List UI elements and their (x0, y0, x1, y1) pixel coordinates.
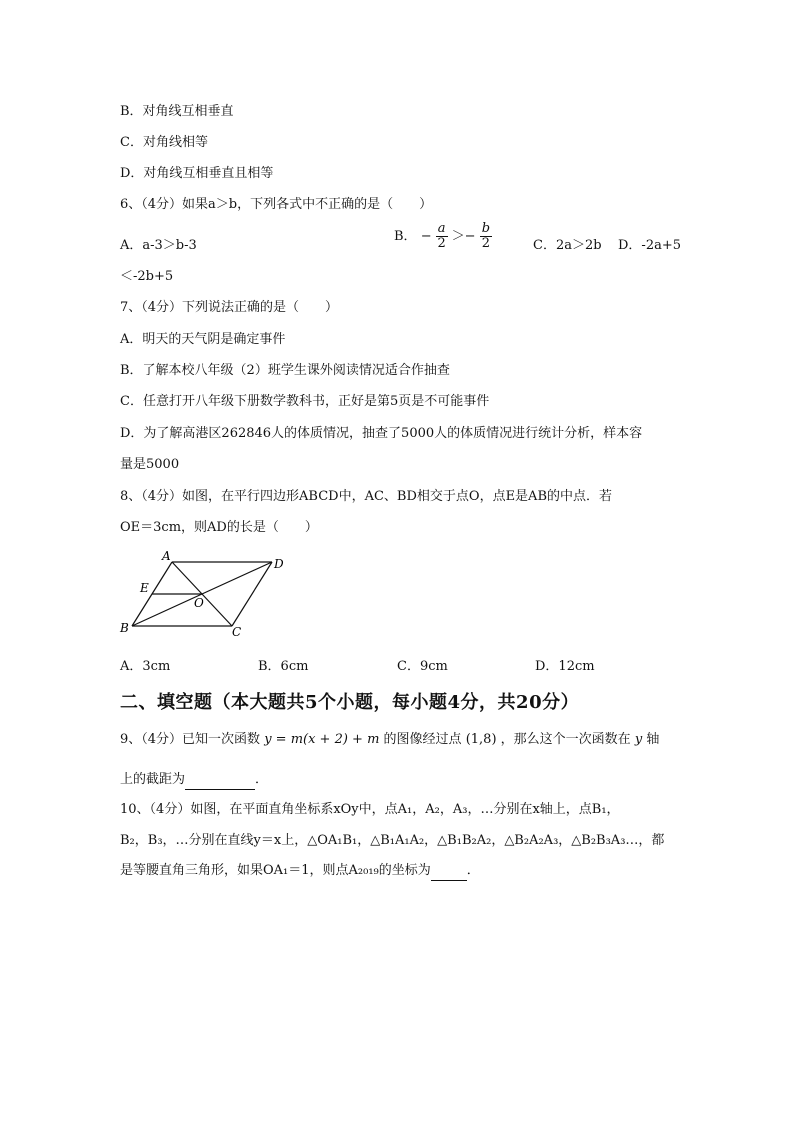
q9-formula: y = m(x + 2) + m (264, 732, 380, 747)
q6-fraction-numerator-a: a (437, 221, 446, 236)
q6-fraction-a-over-2 (436, 222, 448, 251)
q5-option-b: B．对角线互相垂直 (120, 104, 234, 119)
q7-stem: 7、（4分）下列说法正确的是（ ） (120, 300, 339, 315)
q8-option-b: B．6cm (258, 659, 309, 674)
q6-greater-minus: ＞− (451, 229, 476, 244)
q10-line1: 10、（4分）如图，在平面直角坐标系xOy中，点A₁，A₂，A₃，…分别在x轴上，点B₁， (120, 802, 620, 817)
q7-option-d: D．为了解高港区262846人的体质情况，抽查了5000人的体质情况进行统计分析，样本容 (120, 426, 643, 441)
q10-end: ． (466, 863, 480, 878)
q7-option-d-continuation: 量是5000 (120, 457, 180, 472)
q6-option-b-label: B． (394, 229, 417, 244)
vertex-label-a: A (162, 549, 171, 563)
q6-stem: 6、（4分）如果a＞b，下列各式中不正确的是（ ） (120, 197, 433, 212)
vertex-label-e: E (140, 581, 149, 595)
vertex-label-o: O (194, 596, 204, 610)
q8-option-c: C．9cm (397, 659, 448, 674)
q9-end: ． (255, 772, 269, 787)
q7-option-c: C．任意打开八年级下册数学教科书，正好是第5页是不可能事件 (120, 394, 490, 409)
q6-fraction-denominator-1: 2 (437, 236, 446, 251)
q7-option-b: B．了解本校八年级（2）班学生课外阅读情况适合作抽查 (120, 363, 450, 378)
vertex-label-c: C (232, 625, 242, 639)
q6-option-c: C．2a＞2b (533, 238, 602, 253)
vertex-label-d: D (274, 557, 284, 571)
q7-option-a: A．明天的天气阴是确定事件 (120, 332, 286, 347)
q10-line3-text: 是等腰直角三角形，如果OA₁＝1，则点A₂₀₁₉的坐标为 (120, 863, 431, 878)
q9-suffix1: ，那么这个一次函数在 (500, 732, 631, 747)
q9-answer-blank[interactable] (185, 771, 255, 790)
q9-line1 (120, 731, 659, 749)
q6-minus-sign: − (420, 229, 432, 244)
q9-suffix2: 轴 (646, 732, 660, 747)
q10-line3 (120, 862, 480, 881)
q10-line2: B₂，B₃，…分别在直线y＝x上，△OA₁B₁，△B₁A₁A₂，△B₁B₂A₂，△B₂A₂A₃，△B₂B₃A₃…，都 (120, 833, 665, 848)
q9-mid: 的图像经过点 (383, 732, 462, 747)
q6-fraction-denominator-2: 2 (481, 236, 490, 251)
q8-option-a: A．3cm (120, 659, 171, 674)
q10-answer-blank[interactable] (431, 862, 467, 881)
q6-fraction-b-over-2 (480, 222, 492, 251)
q9-var-y: y (634, 732, 643, 747)
q6-option-d-continuation: ＜-2b+5 (120, 269, 174, 284)
parallelogram-figure (110, 548, 300, 643)
q5-option-d: D．对角线互相垂直且相等 (120, 166, 274, 181)
vertex-label-b: B (120, 621, 129, 635)
q6-option-a: A．a-3＞b-3 (120, 238, 197, 253)
section-heading-fill-in: 二、填空题（本大题共5个小题，每小题4分，共20分） (120, 692, 580, 713)
q5-option-c: C．对角线相等 (120, 135, 208, 150)
q9-point: (1,8) (465, 732, 497, 747)
q9-prefix: 9、（4分）已知一次函数 (120, 732, 261, 747)
q8-stem-line2: OE＝3cm，则AD的长是（ ） (120, 520, 318, 535)
q8-stem-line1: 8、（4分）如图，在平行四边形ABCD中，AC、BD相交于点O，点E是AB的中点．若 (120, 489, 612, 504)
q9-line2 (120, 771, 268, 790)
q6-fraction-numerator-b: b (481, 221, 491, 236)
q8-option-d: D．12cm (535, 659, 595, 674)
q6-option-b (394, 222, 492, 251)
q6-option-d: D．-2a+5 (618, 238, 682, 253)
q9-line2-text: 上的截距为 (120, 772, 186, 787)
